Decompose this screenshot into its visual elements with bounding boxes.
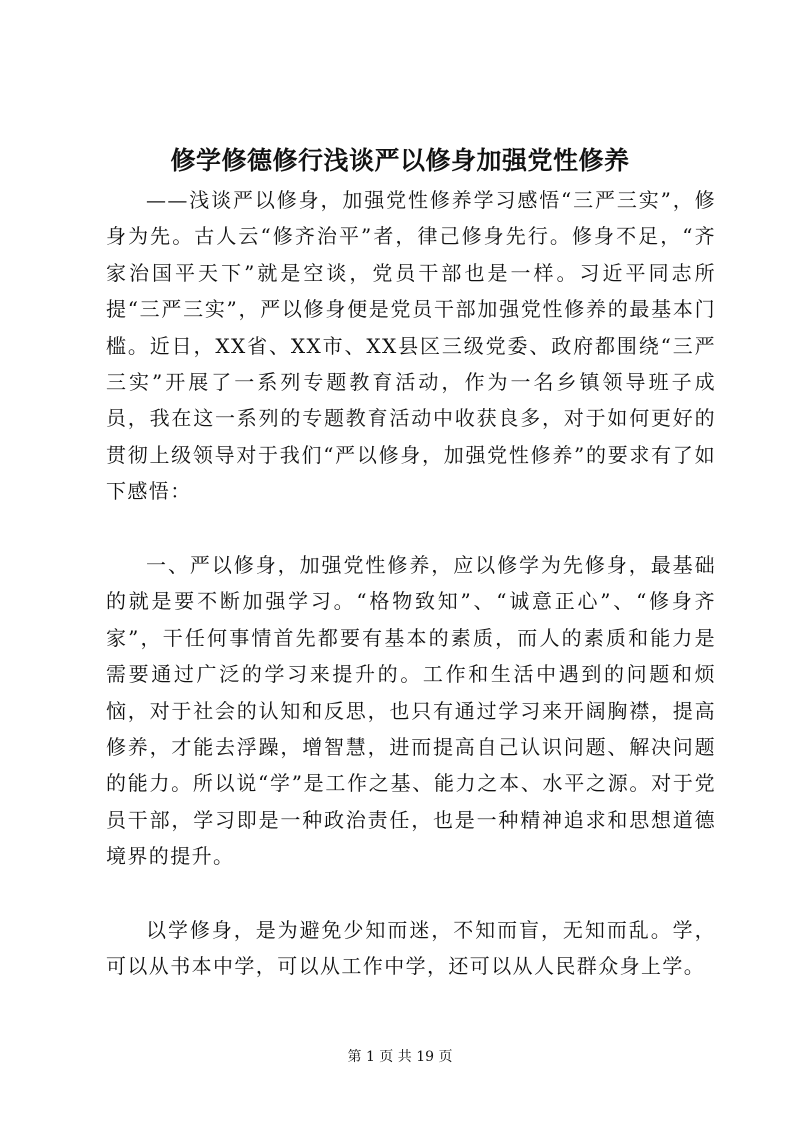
- body-block-section-one: [106, 547, 716, 875]
- paragraph-intro: ——浅谈严以修身，加强党性修养学习感悟“三严三实”，修身为先。古人云“修齐治平”者，律己修身先行。修身不足，“齐家治国平天下”就是空谈，党员干部也是一样。习近平同志所提“三严三实”，严以修身便是党员干部加强党性修养的最基本门槛。近日，XX省、XX市、XX县区三级党委、政府都围绕“三严三实”开展了一系列专题教育活动，作为一名乡镇领导班子成员，我在这一系列的专题教育活动中收获良多，对于如何更好的贯彻上级领导对于我们“严以修身，加强党性修养”的要求有了如下感悟：: [106, 188, 716, 504]
- paragraph-section-one: 一、严以修身，加强党性修养，应以修学为先修身，最基础的就是要不断加强学习。“格物致知”、“诚意正心”、“修身齐家”，干任何事情首先都要有基本的素质，而人的素质和能力是需要通过广泛的学习来提升的。工作和生活中遇到的问题和烦恼，对于社会的认知和反思，也只有通过学习来开阔胸襟，提高修养，才能去浮躁，增智慧，进而提高自己认识问题、解决问题的能力。所以说“学”是工作之基、能力之本、水平之源。对于党员干部，学习即是一种政治责任，也是一种精神追求和思想道德境界的提升。: [106, 553, 716, 869]
- body-block-study: [106, 912, 716, 985]
- page-number-footer: 第 1 页 共 19 页: [347, 1049, 453, 1065]
- document-title: 修学修德修行浅谈严以修身加强党性修养: [170, 146, 630, 175]
- body-block-intro: [106, 182, 716, 510]
- paragraph-study: 以学修身，是为避免少知而迷，不知而盲，无知而乱。学，可以从书本中学，可以从工作中学，还可以从人民群众身上学。: [106, 918, 716, 979]
